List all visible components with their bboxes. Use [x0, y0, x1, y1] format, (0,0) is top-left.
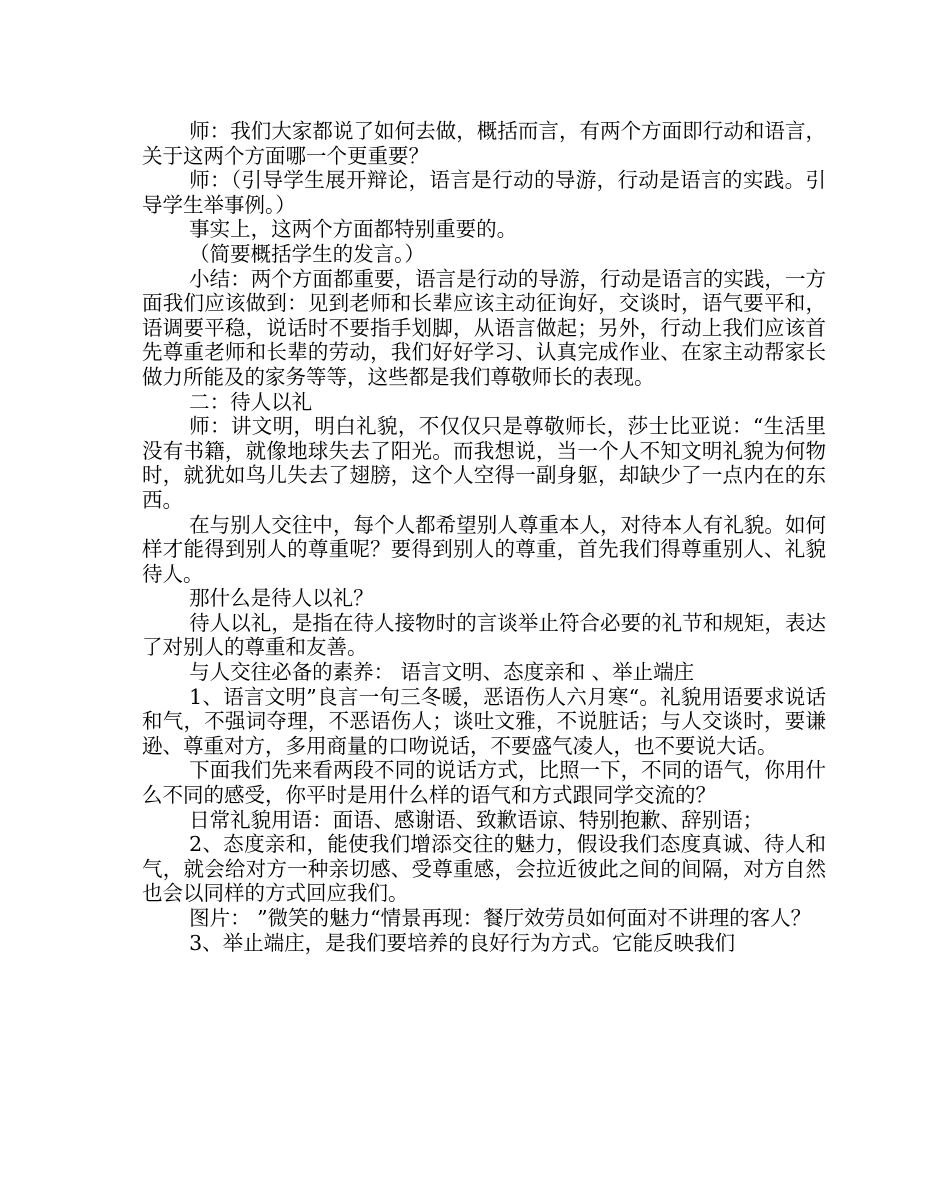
- paragraph-summarize-speech: （简要概括学生的发言。）: [189, 241, 425, 266]
- paragraph-courtesy-definition: 待人以礼，是指在待人接物时的言谈举止符合必要的礼节和规矩，表达了对别人的尊重和友善。: [142, 610, 826, 660]
- paragraph-daily-polite-phrases: 日常礼貌用语：面语、感谢语、致歉语谅、特别抱歉、辞别语；: [189, 807, 764, 832]
- paragraph-teacher-question: 师：我们大家都说了如何去做，概括而言，有两个方面即行动和语言，关于这两个方面哪一个更重要？: [142, 119, 826, 168]
- paragraph-teacher-guide-debate: 师：（引导学生展开辩论，语言是行动的导游，行动是语言的实践。引导学生举事例。）: [142, 168, 826, 217]
- paragraph-teacher-civility: 师：讲文明，明白礼貌，不仅仅只是尊敬师长，莎士比亚说：“生活里没有书籍，就像地球失去了阳光。而我想说，当一个人不知文明礼貌为何物时，就犹如鸟儿失去了翅膀，这个人空得一副身躯，却缺少了一点内在的东西。: [142, 414, 826, 512]
- paragraph-respect-others: 在与别人交往中，每个人都希望别人尊重本人，对待本人有礼貌。如何样才能得到别人的尊重呢？要得到别人的尊重，首先我们得尊重别人、礼貌待人。: [142, 512, 826, 586]
- document-body: [142, 119, 826, 955]
- section-heading-treat-with-courtesy: 二：待人以礼: [189, 389, 313, 414]
- paragraph-summary: 小结：两个方面都重要，语言是行动的导游，行动是语言的实践，一方面我们应该做到：见到老师和长辈应该主动征询好，交谈时，语气要平和，语调要平稳，说话时不要指手划脚，从语言做起；另外，行动上我们应该首先尊重老师和长辈的劳动，我们好好学习、认真完成作业、在家主动帮家长做力所能及的家务等等，这些都是我们尊敬师长的表现。: [142, 266, 826, 389]
- paragraph-friendly-attitude: 2、态度亲和，能使我们增添交往的魅力，假设我们态度真诚、待人和气，就会给对方一种亲切感、受尊重感，会拉近彼此之间的间隔，对方自然也会以同样的方式回应我们。: [142, 832, 826, 906]
- paragraph-both-important: 事实上，这两个方面都特别重要的。: [189, 217, 518, 242]
- paragraph-picture-smile: 图片： ”微笑的魅力“情景再现：餐厅效劳员如何面对不讲理的客人？: [189, 906, 812, 930]
- paragraph-essential-qualities: 与人交往必备的素养： 语言文明、态度亲和 、举止端庄: [189, 660, 695, 685]
- paragraph-compare-speaking: 下面我们先来看两段不同的说话方式，比照一下，不同的语气，你用什么不同的感受，你平时是用什么样的语气和方式跟同学交流的？: [142, 758, 826, 808]
- paragraph-dignified-manner: 3、举止端庄，是我们要培养的良好行为方式。它能反映我们: [189, 930, 736, 955]
- paragraph-what-is-courtesy: 那什么是待人以礼？: [189, 586, 374, 611]
- paragraph-civil-language: 1、语言文明”良言一句三冬暖，恶语伤人六月寒“。礼貌用语要求说话和气，不强词夺理，不恶语伤人；谈吐文雅，不说脏话；与人交谈时，要谦逊、尊重对方，多用商量的口吻说话，不要盛气凌人，也不要说大话。: [142, 684, 826, 758]
